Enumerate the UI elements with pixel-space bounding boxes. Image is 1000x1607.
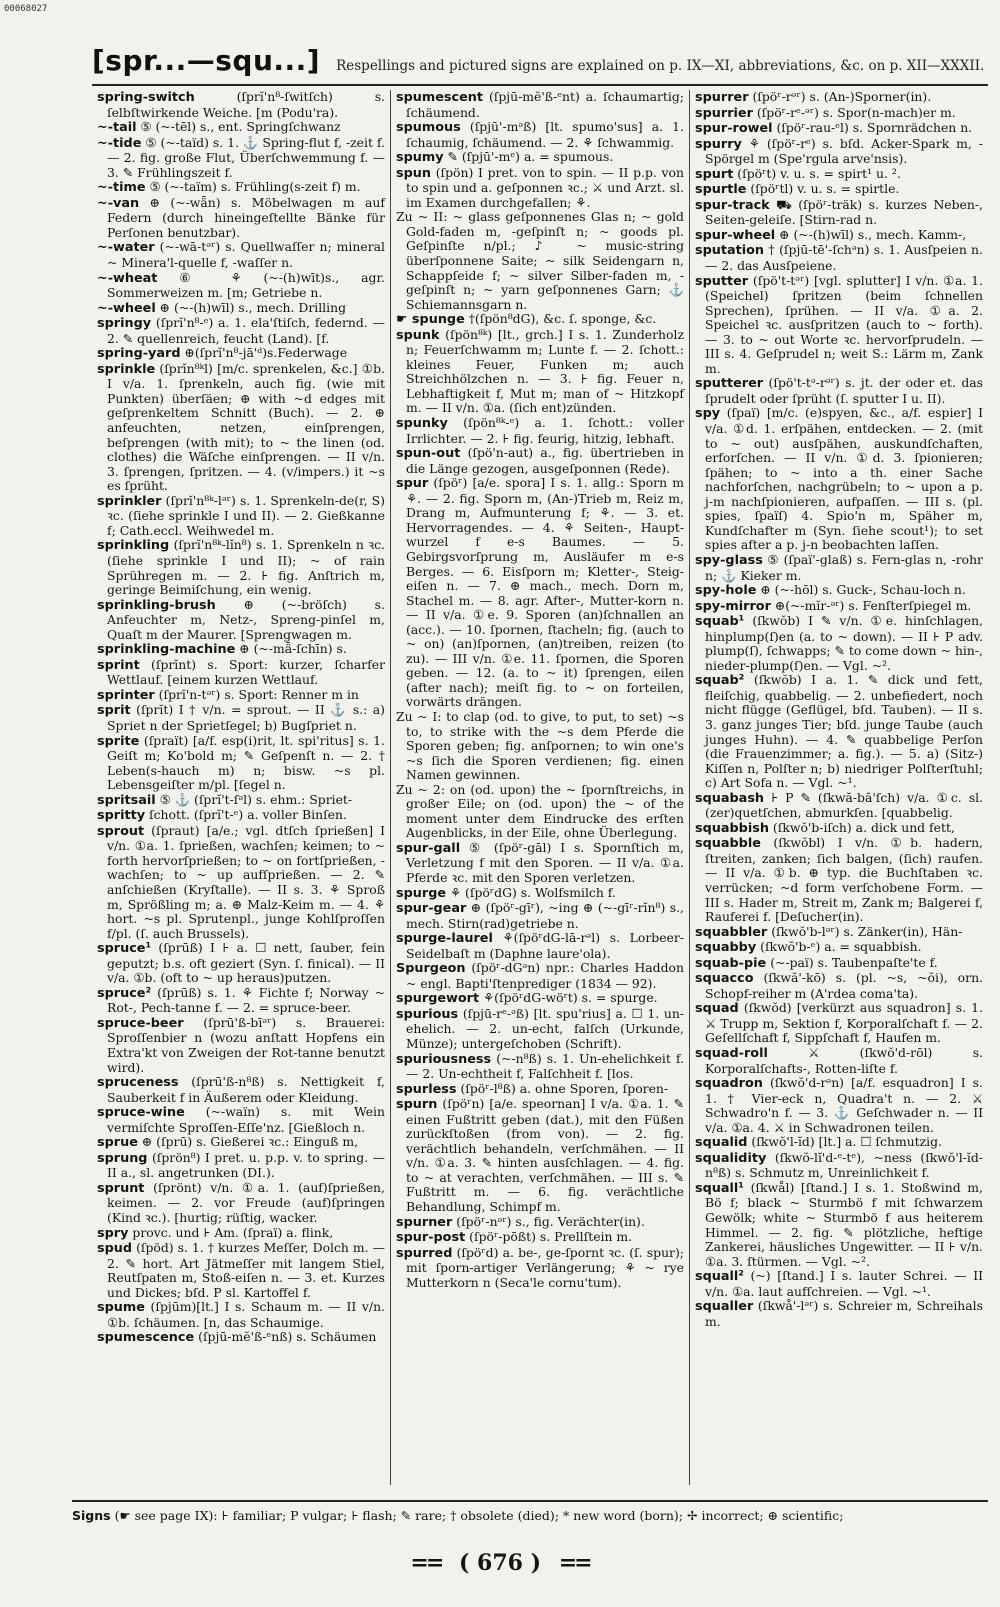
entry-text: (ſkwŏ'b-lᵊʳ) s. Zänker(in), Hän- [771,923,963,939]
entry-headword: sprinkling-brush [97,597,216,613]
entry-headword: squabbler [695,924,768,940]
entry-text: (~) [ſtand.] I s. lauter Schrei. — II v/n. ①a. laut aufſchreien. — Vgl. ~¹. [705,1268,983,1299]
entry-headword: squab² [695,673,745,689]
entry-text: (ſkwŏbl) I v/n. ①b. hadern, ſtreiten, zanken; ſich balgen, (ſich) raufen. — II v/a. ①b. ⊕ typ. die Buchſtaben ꝛc. verrücken; ~d form verſchobene Form. — III s. Hader m, Streit m, Zank m; Balgerei f, Rauferei f. [Deſucher(in). [705,835,983,925]
entry-headword: spurtle [695,182,747,198]
entry-text: (ſprĭ'n⁸-ſwitſch) s. ſelbſtwirkende Weiche. [m (Podu'ra). [107,90,385,120]
dictionary-entry [97,824,385,941]
entry-text: ⊕(ſprĭ'n⁸-jā'ᵈ)s.Federwage [184,345,348,361]
dictionary-entry [97,196,385,241]
entry-headword: spurge [396,885,447,901]
entry-text: (ſprū'ß-n⁸ß) s. Nettigkeit f, Sauberkeit f in Äußerem oder Kleidung. [107,1074,385,1105]
entry-headword: spumescence [97,1330,195,1346]
entry-text: (ſpön⁸ᵏ-ᵉ) a. 1. ſchott.: voller Irrlichter. — 2. ⊦ fig. feurig, hitzig, lebhaft. [406,415,684,446]
entry-headword: spurious [396,1006,459,1022]
dictionary-entry [97,688,385,704]
entry-text: (ſpöʳ-rᵉ-ᵊʳ) s. Spor(n-mach)er m. [756,104,956,120]
entry-text: ⊕ (~-hōl) s. Guck-, Schau-loch n. [760,582,966,598]
page-header [92,44,988,86]
entry-headword: spunk [396,327,440,343]
dictionary-entry [695,198,983,228]
entry-headword: sprunt [97,1180,145,1196]
entry-text: (ſpjūm)[lt.] I s. Schaum m. — II v/n. ①b. ſchäumen. [n, das Schaumige. [107,1299,385,1330]
entry-text: (ſkwŏ'l-ĭd) [lt.] a. ☐ ſchmutzig. [751,1134,943,1150]
entry-text: (ſprön⁸) I pret. u. p.p. v. to spring. — II a., sl. angetrunken (DI.). [107,1149,385,1181]
entry-text: (~-wā-tᵊʳ) s. Quellwaſſer n; mineral ~ Minera'l-quelle f, -waſſer n. [107,239,385,271]
entry-headword: sputter [695,273,749,289]
entry-headword: squab-pie [695,955,767,971]
dictionary-entry [97,240,385,270]
entry-text: ⑤ ⚓ (ſprĭ't-ſᵊl) s. ehm.: Spriet- [159,791,353,807]
dictionary-entry [97,1226,385,1242]
entry-headword: sputation [695,243,765,259]
entry-headword: squad [695,1001,739,1017]
dictionary-entry [97,1105,385,1135]
entry-headword: spurless [396,1081,457,1097]
entry-headword: spur-post [396,1230,466,1246]
dictionary-entry [695,925,983,941]
entry-headword: squall² [695,1269,744,1285]
dictionary-entry [97,316,385,346]
entry-headword: spun-out [396,446,461,462]
entry-text: ⚔ (ſkwŏ'd-rōl) s. Korporalſchafts-, Rotten-liſte f. [705,1045,983,1076]
page-number-line [0,1550,1000,1576]
entry-headword: spume [97,1300,145,1316]
dictionary-entry [97,1241,385,1300]
entry-text: ⛟ (ſpöʳ-träk) s. kurzes Neben-, Seiten-geleiſe. [Stirn-rad n. [705,196,983,228]
entry-text: (ſprĭnt) s. Sport: kurzer, ſcharfer Wettlauf. [einem kurzen Wettlauf. [107,656,385,688]
entry-text: † (ſpjū-tē'-ſchᵊn) s. 1. Ausſpeien n. — 2. das Ausſpeiene. [705,242,983,274]
entry-headword: squadron [695,1076,763,1092]
entry-headword: sprue [97,1135,138,1151]
entry-headword: squaller [695,1299,754,1315]
dictionary-entry [695,376,983,406]
entry-headword: sprung [97,1150,148,1166]
dictionary-entry [396,901,684,931]
page-number: ( 676 ) [458,1550,542,1576]
signs-legend [72,1500,988,1523]
dictionary-entry [97,941,385,986]
dictionary-entry [97,1075,385,1105]
entry-text: ⊕(~-mĭr-ᵊʳ) s. Fenſterſpiegel m. [774,597,972,613]
entry-text: (ſprĭt) I † v/n. = sprout. — II ⚓ s.: a) Spriet n der Sprietſegel; b) Bugſpriet n. [107,702,385,733]
dictionary-entry [97,538,385,597]
dictionary-entry [695,182,983,198]
entry-text: (ſpraït) [a/f. esp(i)rit, lt. spi'ritus] s. 1. Geiſt m; Ko'bold m; ✎ Geſpenſt n. — 2. † Leben(s-hauch m) n; bisw. ~s pl. Lebensgeiſter m/pl. [ſegel n. [107,732,385,793]
dictionary-entry [97,494,385,539]
entry-text: (ſpön⁸ᵏ) [lt., grch.] I s. 1. Zunderholz n; Feuerſchwamm m; Lunte f. — 2. ſchott.: kleines Feuer, Funken m; auch Streichhölzchen n. — 3. ⊦ fig. Feuer n, Lebhaftigkeit f, Mut m; man of ~ Hitzkopf m. — II v/n. ①a. (ſich ent)zünden. [406,326,684,416]
entry-headword: spy-hole [695,583,757,599]
dictionary-entry [97,362,385,494]
dictionary-entry [695,553,983,583]
entry-headword: squall¹ [695,1180,744,1196]
entry-text: (ſkwå'-lᵊʳ) s. Schreier m, Schreihals m. [705,1298,983,1329]
entry-headword: spy-mirror [695,598,771,614]
dictionary-entry [396,710,684,783]
dictionary-entry [97,1300,385,1330]
entry-headword: spurt [695,166,734,182]
dictionary-entry [97,986,385,1016]
dictionary-entry [695,1076,983,1135]
entry-text: ⑤ (~-tēl) s., ent. Springſchwanz [140,119,341,135]
entry-text: (ſprĭ'n⁸-ᵉ) a. 1. ela'ſtiſch, federnd. — 2. ✎ quellenreich, feucht (Land). [f. [107,315,385,346]
entry-text: Zu ~ 2: on (od. upon) the ~ ſpornſtreichs, in großer Eile; on (od. upon) the ~ of the moment unter dem Eindrucke des erſten Augenblicks, in der Eile, ohne Überlegung. [396,781,684,841]
entry-text: (ſpön) I pret. von to spin. — II p.p. von to spin und a. geſponnen ꝛc.; ⚔ und Arzt. sl. im Examen durchgefallen; ⚘. [406,164,684,210]
header-note: Respellings and pictured signs are explained on p. IX—XI, abbreviations, &c. on p. XII—XXXII. [336,58,985,74]
entry-headword: sprinkle [97,361,156,377]
column-3 [689,90,988,1485]
entry-headword: spurred [396,1245,453,1261]
dictionary-entry [97,642,385,658]
dictionary-entry [695,1299,983,1329]
entry-headword: spumy [396,150,444,166]
dictionary-entry [695,821,983,837]
dictionary-entry [695,243,983,273]
entry-headword: ☛ spunge [396,312,465,328]
dictionary-entry [695,1181,983,1269]
entry-text: (~-paï) s. Taubenpaſte'te f. [770,954,938,970]
entry-headword: spunky [396,416,448,432]
entry-text: ⑤ (~-taïd) s. 1. ⚓ Spring-flut f, -zeit f. — 2. fig. große Flut, Überſchwemmung f. — 3. ✎ Frühlingszeit f. [107,134,385,180]
entry-headword: squalid [695,1135,748,1151]
entry-text: ⊕ (ſpöʳ-gīʳ), ~ing ⊕ (~-gīʳ-rĭn⁸) s., mech. Stirn(rad)getriebe n. [406,900,684,931]
entry-headword: spur-rowel [695,121,773,137]
entry-text: (ſkwŏ'b-ᵉ) a. = squabbish. [760,939,922,955]
entry-headword: spurgewort [396,991,480,1007]
entry-text: (ſpaï) [m/c. (e)spyen, &c., a/f. espier] I v/a. ①d. 1. erſpähen, entdecken. — 2. (mit to ~ out) ausſpähen, auskundſchaften, erforſchen. — II v/n. ①d. 3. ſpionieren; ſpähen; to ~ into a th. einer Sache nachforſchen, nachgrübeln; to ~ upon a p. j-m nachſpionieren, aufpaſſen. — III s. (pl. spies, ſpaïſ) 4. Spio'n m, Späher m, Kundſchafter m (Syn. ſiehe scout¹); to set spies after a p. j-n beobachten laſſen. [705,405,983,553]
header-range: [spr...—squ...] [92,44,321,77]
entry-headword: spritty [97,808,146,824]
dictionary-entry [396,1082,684,1098]
entry-text: ⚘ (ſpöʳdG) s. Wolfsmilch f. [450,884,616,900]
dictionary-entry [695,673,983,790]
entry-text: (ſkwŏ'b-iſch) a. dick und fett, [772,819,955,835]
dictionary-entry [396,476,684,710]
dictionary-entry [695,791,983,821]
entry-headword: ~-wheel [97,300,156,316]
entry-headword: spur-gear [396,901,467,917]
dictionary-entry [396,1097,684,1214]
entry-text: (ſpöʳ-dGᵊn) npr.: Charles Haddon ~ engl. Bapti'ſtenprediger (1834 — 92). [406,960,684,991]
entry-text: (ſpöʳ-rau-ᵉl) s. Spornrädchen n. [776,120,973,136]
entry-headword: sprite [97,733,140,749]
dictionary-entry [695,274,983,377]
entry-headword: spy [695,406,721,422]
dictionary-entry [695,614,983,673]
entry-text: ⑤ (ſpaï'-glaß) s. Fern-glas n, -rohr n; ⚓ Kieker m. [705,551,983,583]
entry-text: (ſprĭn⁸ᵏl) [m/c. sprenkelen, &c.] ①b. I v/a. 1. ſprenkeln, auch fig. (wie mit Punkten) überſäen; ⊕ with ~d edges mit geſprenkeltem Schnitt (Buch). — 2. ⊕ anfeuchten, netzen, einſprengen, beſprengen (with mit); to ~ the linen (od. clothes) die Wäſche einſprengen. — II v/n. 3. ſprengen, ſpritzen. — 4. (v/impers.) it ~s es ſprüht. [107,360,385,494]
dictionary-entry [396,931,684,961]
entry-text: (ſpö't-tᵊʳ) [vgl. splutter] I v/n. ①a. 1. (Speichel) ſpritzen (beim ſchnellen Sprechen), ſprühen. — II v/a. ①a. 2. Speichel ꝛc. ausſpritzen (auch to ~ forth). — 3. to ~ out Worte ꝛc. hervorſprudeln. — III s. 4. Geſprudel n; weit S.: Lärm m, Zank m. [705,272,983,376]
entry-text: (ſpraut) [a/e.; vgl. dtſch ſprießen] I v/n. ①a. 1. ſprießen, wachſen; keimen; to ~ forth hervorſprießen; to ~ on fortſprießen, -wachſen; to ~ up aufſprießen. — 2. ✎ anſchießen (Kryſtalle). — II s. 3. ⚘ Sproß m, Sprößling m; a. ⊕ Malz-Keim m. — 4. ⚘ hort. ~s pl. Sprutenpl., junge Kohlſproſſen f/pl. (ſ. auch Brussels). [107,822,385,941]
entry-text: (ſpöʳ-nᵊʳ) s., fig. Verächter(in). [456,1213,645,1229]
dictionary-entry [396,961,684,991]
dictionary-entry [396,1246,684,1291]
dictionary-entry [396,1007,684,1052]
entry-text: ⊕ (~-(h)wīl) s., mech. Drilling [159,299,347,315]
entry-text: ⑤ (ſpöʳ-gāl) I s. Spornſtich m, Verletzung f mit den Sporen. — II v/a. ①a. Pferde ꝛc. mit den Sporen verletzen. [406,839,684,885]
entry-headword: spruce² [97,985,152,1001]
dictionary-entry [695,1046,983,1076]
entry-text: (ſpöd) s. 1. † kurzes Meſſer, Dolch m. — 2. ✎ hort. Art Jätmeſſer mit langem Stiel, Reutſpaten m, Stoß-eiſen n. — 3. et. Kurzes und Dickes; bſd. P sl. Kartoffel f. [107,1240,385,1300]
entry-text: ⑤ (~-taïm) s. Frühling(s-zeit f) m. [149,179,361,195]
entry-text: (~-n⁸ß) s. 1. Un-ehelichkeit f. — 2. Un-echtheit f, Falſchheit f. [los. [406,1050,684,1082]
entry-text: (ſprĭ'n-tᵊʳ) s. Sport: Renner m in [158,686,359,702]
dictionary-entry [396,210,684,312]
dictionary-entry [396,1230,684,1246]
entry-headword: spruce-beer [97,1015,184,1031]
dictionary-entry [396,166,684,211]
dictionary-entry [695,940,983,956]
entry-text: (ſkwŏ-lĭ'd-ᵉ-tᵉ), ~ness (ſkwŏ'l-ĭd-n⁸ß) s. Schmutz m, Unreinlichkeit f. [705,1149,983,1181]
dictionary-entry [695,956,983,972]
dictionary-entry [695,1135,983,1151]
entry-text: ✎ (ſpjū'-mᵉ) a. = spumous. [447,149,614,165]
entry-headword: spruce¹ [97,941,152,957]
entry-headword: squabby [695,940,757,956]
dictionary-columns [92,90,988,1485]
entry-text: (ſpöʳt) v. u. s. = spirt¹ u. ². [737,165,901,181]
page-number-bars-right: == [558,1550,590,1576]
entry-headword: squab¹ [695,614,745,630]
entry-text: ⊦ P ✎ (ſkwă-bă'ſch) v/a. ①c. sl. (zer)quetſchen, abmurkſen. [quabbelig. [705,789,983,821]
dictionary-entry [695,1001,983,1046]
entry-text: (ſpöʳ) [a/e. spora] I s. 1. allg.: Sporn m ⚘. — 2. fig. Sporn m, (An-)Trieb m, Reiz m, Drang m, Aufmunterung f; ⚘. — 3. et. Hervorragendes. — 4. ⚘ Seiten-, Haupt-wurzel f e-s Baumes. — 5. Gebirgsvorſprung m, Ausläufer m e-s Berges. — 6. Eisſporn m; Kletter-, Steig-eiſen n. — 7. ⊕ mach., mech. Dorn m, Stachel m. — 8. agr. After-, Mutter-korn n. — II v/a. ①e. 9. Sporen (an)ſchnallen an (acc.). — 10. ſpornen, ſtacheln; fig. (auch to ~ on) (an)ſpornen, (an)treiben, reizen (to zu). — III v/n. ①e. 11. ſpornen, die Sporen geben. — 12. (a. to ~ it) ſprengen, eilen (after nach); meiſt fig. to ~ on forteilen, vorwärts drängen. [406,475,684,710]
entry-text: (ſpö'n-aut) a., fig. übertrieben in die Länge gezogen, ausgeſponnen (Rede). [406,445,684,476]
dictionary-entry [97,271,385,301]
entry-headword: spurry [695,136,742,152]
entry-text: (ſpjū-rᵉ-ᵊß) [lt. spu'rius] a. ☐ 1. un-ehelich. — 2. un-echt, falſch (Urkunde, Münze); untergeſchoben (Schrift). [406,1005,684,1051]
dictionary-entry [97,90,385,120]
entry-headword: ~-water [97,240,155,256]
entry-headword: spumous [396,120,461,136]
dictionary-entry [396,783,684,841]
entry-text: (ſpjū-mĕ'ß-ᵉnt) a. ſchaumartig; ſchäumend. [406,90,684,120]
dictionary-entry [695,1269,983,1299]
dictionary-entry [97,346,385,362]
entry-headword: sprinkling [97,538,170,554]
dictionary-entry [396,150,684,166]
dictionary-entry [695,90,983,106]
entry-text: (ſpö't-tᵊ-rᵊʳ) s. jt. der oder et. das ſprudelt oder ſprüht (ſ. sputter I u. II). [705,375,983,406]
entry-headword: spruce-wine [97,1105,185,1121]
entry-headword: spry [97,1225,129,1241]
entry-text: (ſprū'ß-bīᵊʳ) s. Brauerei: Sproſſenbier n (wozu anſtatt Hopfens ein Extra'kt von Zweigen der Rot-tanne benutzt wird). [107,1014,385,1075]
entry-headword: ~-time [97,180,146,196]
entry-text: (ſpöʳ-rᵊʳ) s. (An-)Sporner(in). [752,90,932,104]
dictionary-entry [695,836,983,924]
entry-text: ⊕ (ſprū) s. Gießerei ꝛc.: Einguß m, [141,1134,359,1150]
entry-text: Zu ~ I: to clap (od. to give, to put, to set) ~s to, to strike with the ~s dem Pferde die Sporen geben; fig. anſpornen; to win one's ~s ſich die Sporen verdienen; fig. einen Namen gewinnen. [396,708,684,783]
entry-headword: squabbish [695,820,769,836]
dictionary-entry [396,416,684,446]
entry-headword: squad-roll [695,1046,768,1061]
dictionary-entry [396,991,684,1007]
entry-headword: spur-track [695,197,770,213]
dictionary-entry [97,1151,385,1181]
entry-headword: spuriousness [396,1051,492,1067]
dictionary-entry [396,1215,684,1231]
entry-headword: sprint [97,657,140,673]
dictionary-entry [695,137,983,167]
dictionary-entry [695,1151,983,1181]
dictionary-entry [695,106,983,122]
entry-text: (ſprūß) s. 1. ⚘ Fichte f; Norway ~ Rot-, Pech-tanne f. — 2. = spruce-beer. [107,984,385,1016]
entry-headword: Spurgeon [396,961,466,977]
entry-headword: spurn [396,1097,438,1113]
entry-headword: squabble [695,836,761,852]
dictionary-entry [97,734,385,793]
entry-headword: sprinkling-machine [97,642,236,658]
entry-text: ⊕ (~-mǟ-ſchīn) s. [239,641,347,657]
signs-text: (☛ see page IX): ⊦ familiar; P vulgar; ⊦ flash; ✎ rare; † obsolete (died); * new word (born); ✢ incorrect; ⊕ scientific; [114,1508,844,1523]
entry-headword: spurner [396,1214,453,1230]
entry-text: ſchott. (ſprĭ't-ᵉ) a. voller Binſen. [149,807,347,823]
dictionary-entry [695,583,983,599]
entry-headword: spurrer [695,90,749,105]
entry-text: (ſprĭ'n⁸ᵏ-lĭn⁸) s. 1. Sprenkeln n ꝛc. (ſiehe sprinkle I und II); ~ of rain Sprühregen m. — 2. ⊦ fig. Anſtrich m, geringe Beimiſchung, ein wenig. [107,537,385,598]
entry-headword: squabash [695,790,765,806]
dictionary-entry [97,1330,385,1346]
entry-text: (ſprūß) I ⊦ a. ☐ nett, ſauber, fein geputzt; b.s. oft geziert (Syn. ſ. finical). — II v/a. ①b. (oft to ~ up heraus)putzen. [107,940,385,986]
entry-headword: spruceness [97,1075,179,1091]
entry-headword: spritsail [97,792,156,808]
entry-text: provc. und ⊦ Am. (ſpraï) a. flink, [132,1224,334,1240]
dictionary-entry [695,971,983,1001]
dictionary-entry [396,312,684,328]
entry-text: ⚘ (ſpöʳ-rᵉ) s. bſd. Acker-Spark m, -Spörgel m (Spe'rgula arve'nsis). [705,135,983,167]
entry-headword: spur [396,476,429,492]
entry-headword: spumescent [396,90,484,105]
dictionary-entry [396,886,684,902]
dictionary-entry [97,598,385,643]
entry-text: (ſpöʳtl) v. u. s. = spirtle. [750,181,900,197]
entry-headword: spring-switch [97,90,195,105]
entry-headword: sputterer [695,376,764,392]
entry-text: (~-waïn) s. mit Wein vermiſchte Sproſſen-Eſſe'nz. [Gießloch n. [107,1104,385,1135]
entry-headword: springy [97,316,152,332]
dictionary-entry [97,793,385,809]
dictionary-entry [695,406,983,552]
entry-headword: spud [97,1241,133,1257]
page-id: 00068027 [4,4,48,14]
dictionary-entry [97,301,385,317]
dictionary-entry [695,167,983,183]
dictionary-entry [695,599,983,615]
entry-text: (ſpöʳn) [a/e. speornan] I v/a. ①a. 1. ✎ einen Fußtritt geben (dat.), mit den Füßen zurückſtoßen (from von). — 2. fig. verächtlich behandeln, verſchmähen. — II v/n. ①a. 3. ✎ hinten ausſchlagen. — 4. fig. to ~ at verachten, verſchmähen. — III s. ✎ Fußtritt m. — 6. fig. verächtliche Behandlung, Schimpf m. [406,1096,684,1215]
entry-headword: squalidity [695,1150,767,1166]
page-number-bars-left: == [410,1550,442,1576]
dictionary-entry [97,180,385,196]
entry-text: (ſpöʳ-pōßt) s. Prellſtein m. [469,1229,633,1245]
entry-text: (ſkwål) [ſtand.] I s. 1. Stoßwind m, Bö f; black ~ Sturmbö f mit ſchwarzem Gewölk; white ~ Sturmbö f aus heiterem Himmel. — 2. fig. ✎ plötzliche, heftige Zankerei, häusliches Ungewitter. — II ⊦ v/n. ①a. 3. ſtürmen. — Vgl. ~². [705,1179,983,1269]
entry-headword: spur-wheel [695,227,776,243]
entry-text: (ſpjū-mĕ'ß-ᵉnß) s. Schäumen [198,1329,377,1345]
dictionary-entry [396,328,684,416]
entry-text: (ſkwŏb) I a. 1. ✎ dick und fett, fleiſchig, quabbelig. — 2. unbefiedert, noch nicht flügge (Geflügel, bſd. Tauben). — II s. 3. ganz junges Tier; bſd. junge Taube (auch junges Huhn). — 4. ✎ quabbelige Perſon (die Frauenzimmer; a. fig.). — 5. a) (Sitz-) Kiſſen n, Polſter n; b) niedriger Polſterſtuhl; c) Art Sofa n. — Vgl. ~¹. [705,672,983,791]
entry-text: (ſpöʳd) a. be-, ge-ſpornt ꝛc. (ſ. spur); mit ſporn-artiger Verlängerung; ⚘ ~ rye Mutterkorn n (Seca'le cornu'tum). [406,1244,684,1290]
dictionary-entry [97,808,385,824]
entry-text: ⚘(ſpöʳdG-lā-rᵊl) s. Lorbeer-Seidelbaſt m (Daphne laure'ola). [406,930,684,961]
entry-text: (ſprĭ'n⁸ᵏ-lᵊʳ) s. 1. Sprenkeln-de(r, S) ꝛc. (ſiehe sprinkle I und II). — 2. Gießkanne f; Cath.eccl. Weihwedel m. [107,492,385,538]
entry-headword: sprinkler [97,493,162,509]
entry-headword: spy-glass [695,552,763,568]
entry-text: (ſkwŏb) I ✎ v/n. ①e. hinſchlagen, hinplump(ſ)en (a. to ~ down). — II ⊦ P adv. plump(ſ), ſchwapps; ✎ to come down ~ hin-, nieder-plump(ſ)en. — Vgl. ~². [705,613,983,673]
entry-text: (ſpöʳ-l⁸ß) a. ohne Sporen, ſporen- [460,1080,669,1096]
entry-text: (ſprönt) v/n. ①a. 1. (auf)ſprießen, keimen. — 2. vor Freude (auf)ſpringen (Kind ꝛc.). [hurtig; rüſtig, wacker. [107,1179,385,1226]
entry-headword: sprout [97,823,145,839]
dictionary-entry [97,1181,385,1226]
dictionary-entry [695,228,983,244]
entry-text: (ſkwŏ'd-rᵊn) [a/f. esquadron] I s. 1. † Vier-eck n, Quadra't n. — 2. ⚔ Schwadro'n f. — 3. ⚓ Geſchwader n. — II v/a. ①a. 4. ⚔ in Schwadronen teilen. [705,1075,983,1135]
entry-text: ⊕ (~-wǟn) s. Möbelwagen m auf Federn (durch hineingeſtellte Bänke für Perſonen benutzbar). [107,194,385,240]
entry-headword: ~-tide [97,135,142,151]
entry-text: ⑥ ⚘ (~-(h)wīt)s., agr. Sommerweizen m. [m; Getriebe n. [107,269,385,301]
entry-headword: spur-gall [396,840,461,856]
dictionary-entry [695,121,983,137]
entry-headword: spurge-laurel [396,931,493,947]
signs-label: Signs [72,1508,111,1523]
entry-headword: spun [396,165,431,181]
column-2 [390,90,689,1485]
dictionary-entry [396,446,684,476]
dictionary-entry [97,703,385,733]
entry-text: (ſpjū'-mᵊß) [lt. spumo'sus] a. 1. ſchaumig, ſchäumend. — 2. ⚘ ſchwammig. [406,119,684,150]
dictionary-entry [396,1052,684,1082]
dictionary-entry [97,658,385,688]
entry-headword: spring-yard [97,346,181,362]
entry-text: (ſkwŏd) [verkürzt aus squadron] s. 1. ⚔ Trupp m, Sektion f, Korporalſchaft f. — 2. Geſellſchaft f, Sippſchaft f, Haufen m. [705,1000,983,1046]
entry-headword: sprit [97,703,131,719]
entry-text: ⊕ (~-(h)wīl) s., mech. Kamm-, [779,226,967,242]
dictionary-entry [97,1135,385,1151]
dictionary-entry [97,120,385,136]
entry-headword: ~-wheat [97,270,158,286]
entry-headword: squacco [695,971,754,987]
dictionary-entry [97,1016,385,1075]
column-1 [92,90,390,1485]
entry-text: †(ſpön⁸dG), &c. ſ. sponge, &c. [468,311,657,327]
entry-text: ⚘(ſpöʳdG-wöʳt) s. = spurge. [483,990,658,1006]
entry-headword: sprinter [97,687,155,703]
entry-text: ⊕ (~-bröſch) s. Anfeuchter m, Netz-, Spreng-pinſel m, Quaſt m der Maurer. [Sprengwagen m. [107,596,385,642]
dictionary-entry [97,136,385,181]
entry-text: Zu ~ II: ~ glass geſponnenes Glas n; ~ gold Gold-faden m, -geſpinſt n; ~ goods pl. Geſpinſte n/pl.; ♪ ~ music-string überſponnene Saite; ~ silk Seidengarn n, Schappſeide f; ~ silver Silber-faden m, -geſpinſt n; ~ yarn geſponnenes Garn; ⚓ Schiemannsgarn n. [396,209,684,312]
dictionary-entry [396,90,684,120]
dictionary-entry [396,841,684,886]
entry-headword: ~-van [97,195,140,211]
entry-text: (ſkwă'-kō) s. (pl. ~s, ~ŏi), orn. Schopf-reiher m (A'rdea coma'ta). [705,970,983,1001]
dictionary-entry [396,120,684,150]
entry-headword: spurrier [695,105,753,121]
entry-headword: ~-tail [97,120,137,136]
